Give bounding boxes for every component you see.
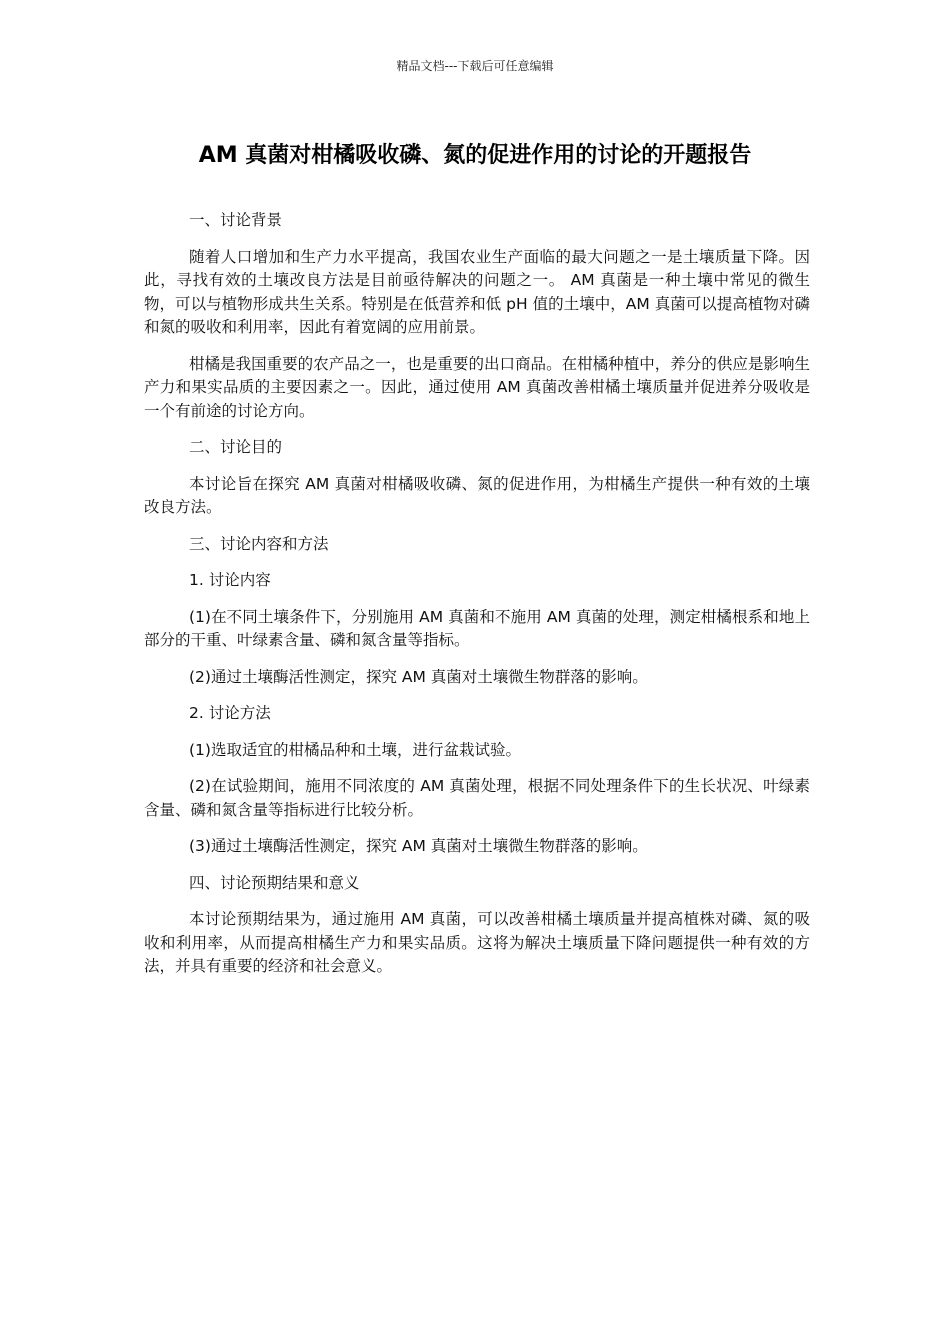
method-item-2: (2)在试验期间，施用不同浓度的 AM 真菌处理，根据不同处理条件下的生长状况、叶绿素含量、磷和氮含量等指标进行比较分析。: [144, 777, 810, 819]
content-item-2: (2)通过土壤酶活性测定，探究 AM 真菌对土壤微生物群落的影响。: [189, 667, 648, 686]
page-header-note: 精品文档---下载后可任意编辑: [396, 59, 554, 73]
method-item-3: (3)通过土壤酶活性测定，探究 AM 真菌对土壤微生物群落的影响。: [189, 837, 648, 855]
paragraph-expected-results: 本讨论预期结果为，通过施用 AM 真菌，可以改善柑橘土壤质量并提高植株对磷、氮的吸收和利用率，从而提高柑橘生产力和果实品质。这将为解决土壤质量下降问题提供一种有效的方法，并具有重要的经济和社会意义。: [144, 910, 810, 975]
document-title: AM 真菌对柑橘吸收磷、氮的促进作用的讨论的开题报告: [198, 143, 752, 168]
paragraph-background-2: 柑橘是我国重要的农产品之一，也是重要的出口商品。在柑橘种植中，养分的供应是影响生产力和果实品质的主要因素之一。因此，通过使用 AM 真菌改善柑橘土壤质量并促进养分吸收是一个有前途的讨论方向。: [144, 354, 810, 420]
document-body: [144, 209, 810, 992]
content-item-1: (1)在不同土壤条件下，分别施用 AM 真菌和不施用 AM 真菌的处理，测定柑橘根系和地上部分的干重、叶绿素含量、磷和氮含量等指标。: [144, 607, 810, 649]
section-heading-purpose: 二、讨论目的: [189, 438, 283, 456]
subheading-content: 1. 讨论内容: [189, 571, 271, 589]
section-heading-expected-results: 四、讨论预期结果和意义: [189, 873, 360, 892]
paragraph-background-1: 随着人口增加和生产力水平提高，我国农业生产面临的最大问题之一是土壤质量下降。因此，寻找有效的土壤改良方法是目前亟待解决的问题之一。 AM 真菌是一种土壤中常见的微生物，可以与植物形成共生关系。特别是在低营养和低 pH 值的土壤中，AM 真菌可以提高植物对磷和氮的吸收和利用率，因此有着宽阔的应用前景。: [144, 247, 810, 336]
method-item-1: (1)选取适宜的柑橘品种和土壤，进行盆栽试验。: [189, 740, 521, 759]
paragraph-purpose: 本讨论旨在探究 AM 真菌对柑橘吸收磷、氮的促进作用，为柑橘生产提供一种有效的土壤改良方法。: [144, 474, 810, 516]
subheading-methods: 2. 讨论方法: [189, 704, 271, 722]
section-heading-background: 一、讨论背景: [189, 211, 283, 229]
section-heading-content-methods: 三、讨论内容和方法: [189, 534, 329, 553]
